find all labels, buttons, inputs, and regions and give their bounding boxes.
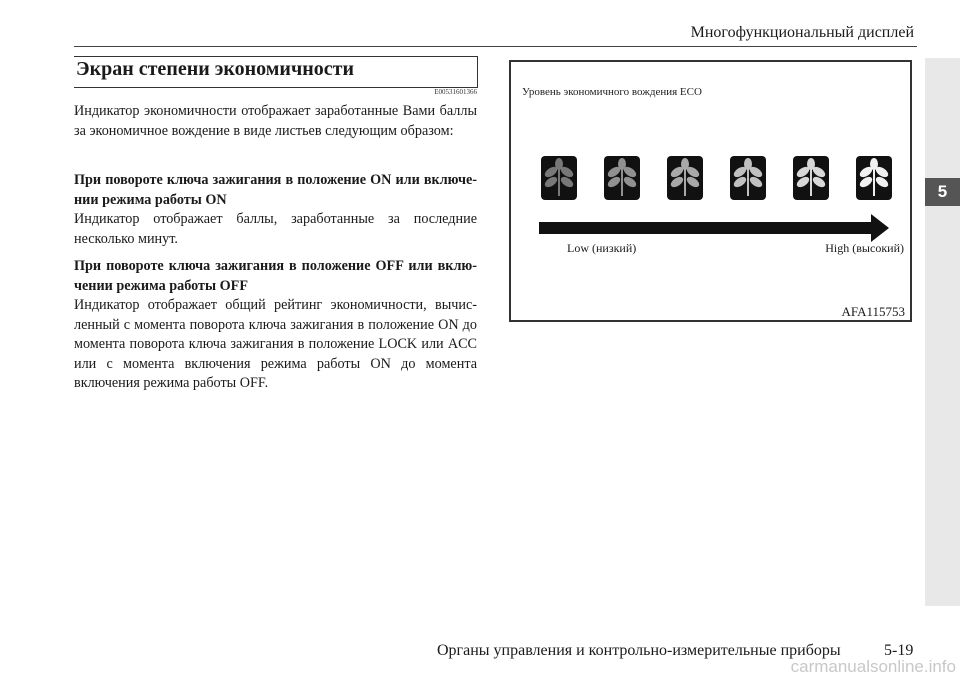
watermark: carmanualsonline.info (790, 657, 956, 676)
paragraph-intro (74, 102, 477, 141)
chapter-badge: 5 (925, 178, 960, 206)
leaf-icon (604, 156, 640, 200)
eco-level-figure (509, 60, 912, 322)
figure-id: AFA115753 (841, 304, 905, 319)
leaf-icon (667, 156, 703, 200)
high-label: High (высокий) (825, 241, 904, 255)
side-tab (925, 58, 960, 606)
figure-caption: Уровень экономичного вождения ECO (522, 86, 702, 98)
leaf-icon (541, 156, 577, 200)
arrow-shaft (539, 222, 873, 234)
paragraph-heading: При повороте ключа зажигания в положение ON или включе-нии режима работы ON (74, 172, 477, 208)
paragraph-text: Индикатор экономичности отображает заработанные Вами баллы за экономичное вождение в виде листьев следующим образом: (74, 103, 477, 139)
paragraph-key-off (74, 257, 477, 394)
page-number: 5-19 (884, 642, 914, 659)
paragraph-key-on (74, 171, 477, 249)
paragraph-heading: При повороте ключа зажигания в положение OFF или вклю-чении режима работы OFF (74, 258, 477, 294)
header-rule (74, 46, 917, 47)
low-label: Low (низкий) (567, 241, 637, 255)
section-code: E00531601366 (434, 88, 477, 96)
footer-chapter-title: Органы управления и контрольно-измерительные приборы (437, 642, 841, 659)
paragraph-text: Индикатор отображает общий рейтинг экономичности, вычис-ленный с момента поворота ключа зажигания в положение ON до момента поворота ключа зажигания в положение LOCK или ACC или с момента включения режима работы ON до момента включения режима работы OFF. (74, 297, 477, 391)
leaf-icon (856, 156, 892, 200)
leaf-icon (793, 156, 829, 200)
arrow-head-icon (871, 214, 889, 242)
header-title: Многофункциональный дисплей (690, 24, 914, 41)
section-title: Экран степени экономичности (76, 58, 354, 80)
leaf-icon (730, 156, 766, 200)
paragraph-text: Индикатор отображает баллы, заработанные за последние несколько минут. (74, 211, 477, 247)
